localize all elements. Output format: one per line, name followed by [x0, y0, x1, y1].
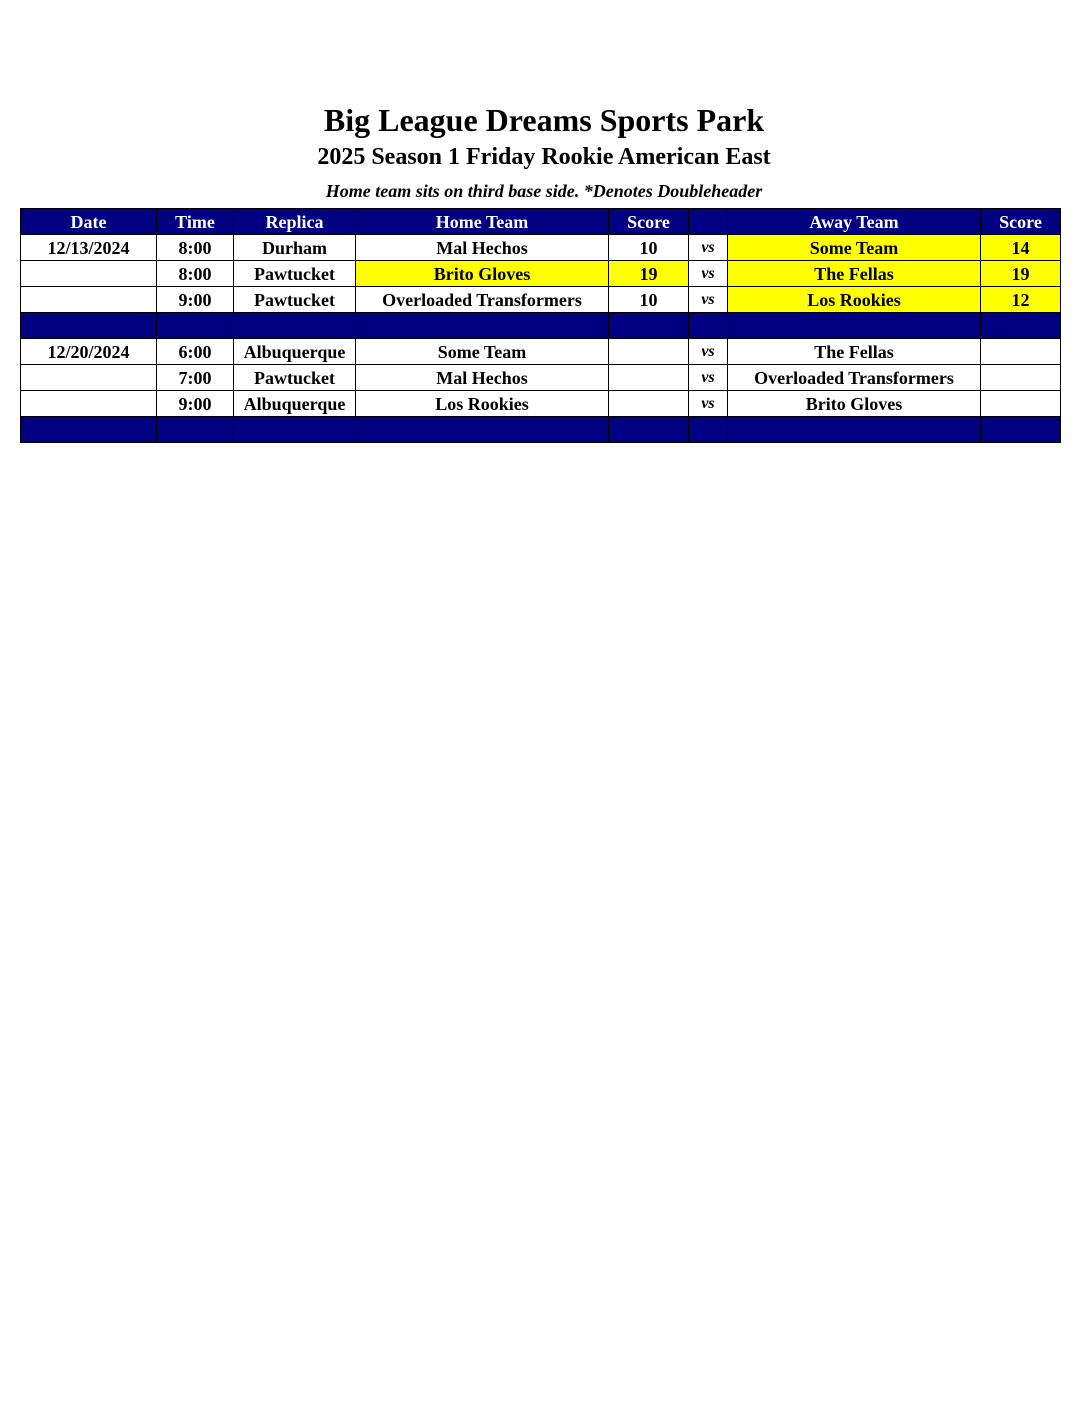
away-score-cell: [981, 339, 1061, 365]
date-cell: [21, 261, 157, 287]
col-header-date: Date: [21, 209, 157, 235]
time-cell: 8:00: [157, 235, 234, 261]
col-header-home-team: Home Team: [356, 209, 609, 235]
time-cell: 6:00: [157, 339, 234, 365]
date-cell: [21, 287, 157, 313]
home-team-cell: Brito Gloves: [356, 261, 609, 287]
away-team-cell: The Fellas: [728, 339, 981, 365]
date-cell: [21, 365, 157, 391]
replica-cell: Albuquerque: [234, 391, 356, 417]
replica-cell: Pawtucket: [234, 365, 356, 391]
home-team-cell: Mal Hechos: [356, 235, 609, 261]
header-row: [21, 209, 1061, 235]
separator-cell: [234, 313, 356, 339]
time-cell: 7:00: [157, 365, 234, 391]
page-title: Big League Dreams Sports Park: [323, 102, 765, 138]
time-cell: 8:00: [157, 261, 234, 287]
away-score-cell: 14: [981, 235, 1061, 261]
separator-cell: [689, 313, 728, 339]
home-team-cell: Some Team: [356, 339, 609, 365]
away-score-cell: [981, 365, 1061, 391]
vs-cell: vs: [689, 365, 728, 391]
away-score-cell: 19: [981, 261, 1061, 287]
home-score-cell: 10: [609, 287, 689, 313]
date-cell: 12/20/2024: [21, 339, 157, 365]
table-row: [21, 391, 1061, 417]
replica-cell: Pawtucket: [234, 261, 356, 287]
table-row: [21, 287, 1061, 313]
away-score-cell: [981, 391, 1061, 417]
col-header-away-score: Score: [981, 209, 1061, 235]
page-subtitle: 2025 Season 1 Friday Rookie American East: [317, 144, 771, 170]
away-team-cell: Brito Gloves: [728, 391, 981, 417]
vs-cell: vs: [689, 287, 728, 313]
separator-cell: [157, 417, 234, 443]
separator-cell: [609, 313, 689, 339]
col-header-home-score: Score: [609, 209, 689, 235]
replica-cell: Durham: [234, 235, 356, 261]
home-score-cell: [609, 391, 689, 417]
separator-cell: [157, 313, 234, 339]
replica-cell: Albuquerque: [234, 339, 356, 365]
separator-row: [21, 313, 1061, 339]
separator-cell: [981, 313, 1061, 339]
vs-cell: vs: [689, 261, 728, 287]
away-team-cell: Los Rookies: [728, 287, 981, 313]
vs-cell: vs: [689, 235, 728, 261]
separator-cell: [609, 417, 689, 443]
separator-cell: [234, 417, 356, 443]
table-row: [21, 235, 1061, 261]
table-row: [21, 365, 1061, 391]
vs-cell: vs: [689, 391, 728, 417]
col-header-vs: [689, 209, 728, 235]
vs-cell: vs: [689, 339, 728, 365]
time-cell: 9:00: [157, 391, 234, 417]
home-score-cell: [609, 365, 689, 391]
home-team-cell: Los Rookies: [356, 391, 609, 417]
schedule-table: [20, 208, 1061, 443]
separator-cell: [728, 313, 981, 339]
away-team-cell: The Fellas: [728, 261, 981, 287]
replica-cell: Pawtucket: [234, 287, 356, 313]
date-cell: [21, 391, 157, 417]
table-row: [21, 261, 1061, 287]
home-score-cell: [609, 339, 689, 365]
home-score-cell: 19: [609, 261, 689, 287]
col-header-away-team: Away Team: [728, 209, 981, 235]
separator-cell: [356, 313, 609, 339]
separator-cell: [21, 417, 157, 443]
home-score-cell: 10: [609, 235, 689, 261]
date-cell: 12/13/2024: [21, 235, 157, 261]
table-row: [21, 339, 1061, 365]
col-header-time: Time: [157, 209, 234, 235]
away-team-cell: Overloaded Transformers: [728, 365, 981, 391]
separator-cell: [356, 417, 609, 443]
time-cell: 9:00: [157, 287, 234, 313]
away-score-cell: 12: [981, 287, 1061, 313]
separator-cell: [21, 313, 157, 339]
separator-row: [21, 417, 1061, 443]
col-header-replica: Replica: [234, 209, 356, 235]
separator-cell: [981, 417, 1061, 443]
away-team-cell: Some Team: [728, 235, 981, 261]
home-team-cell: Mal Hechos: [356, 365, 609, 391]
home-team-cell: Overloaded Transformers: [356, 287, 609, 313]
schedule-note: Home team sits on third base side. *Denotes Doubleheader: [325, 181, 763, 201]
separator-cell: [689, 417, 728, 443]
separator-cell: [728, 417, 981, 443]
